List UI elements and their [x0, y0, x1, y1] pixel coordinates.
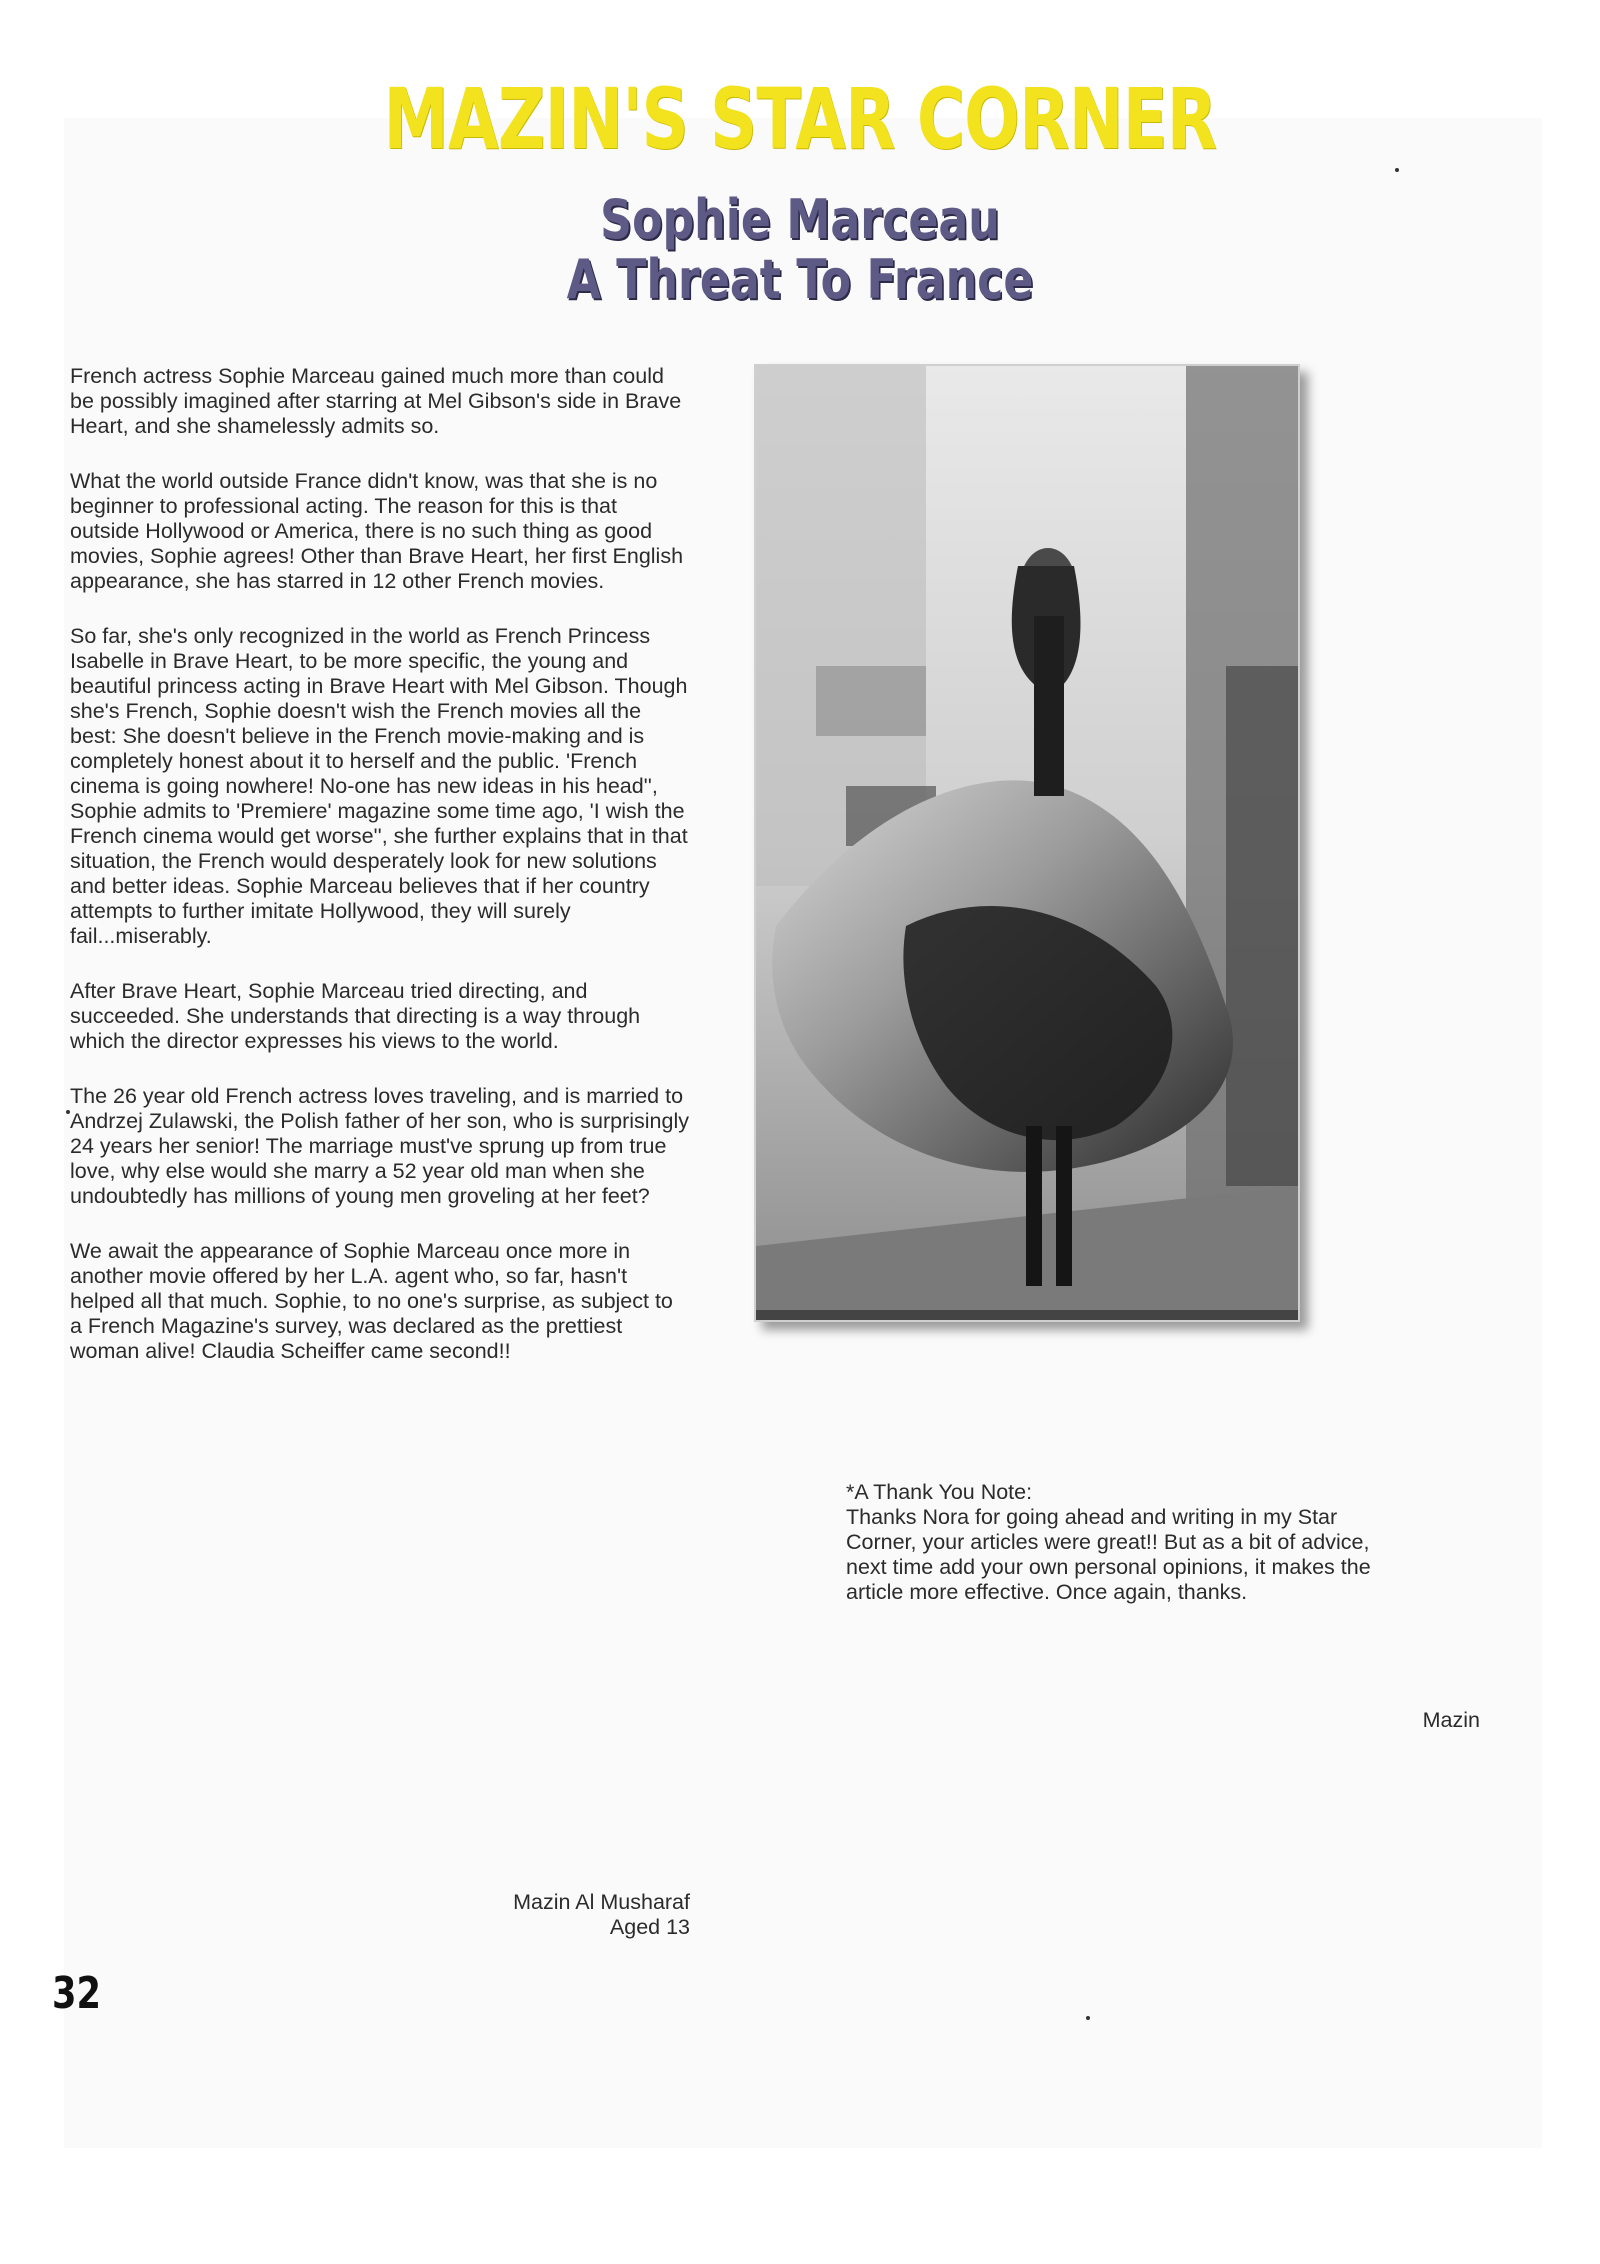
author-name: Mazin Al Musharaf	[513, 1890, 690, 1914]
article-paragraph: We await the appearance of Sophie Marceau once more in another movie offered by her L.A. agent who, so far, hasn't helped all that much. Sophie, to no one's surprise, as subject to a French Magazine's survey, was declared as the prettiest woman alive! Claudia Scheiffer came second!!	[70, 1239, 673, 1363]
article-paragraph: What the world outside France didn't know, was that she is no beginner to professional acting. The reason for this is that outside Hollywood or America, there is no such thing as good movies, Sophie agrees! Other than Brave Heart, her first English appearance, she has starred in 12 other French movies.	[70, 469, 684, 593]
photo-illustration	[756, 366, 1298, 1320]
article-body	[70, 364, 690, 1394]
print-speck	[1395, 168, 1399, 172]
note-signoff: Mazin	[1422, 1708, 1480, 1732]
subtitle-line-1: Sophie Marceau	[600, 188, 1000, 251]
subtitle-line-2: A Threat To France	[566, 248, 1034, 311]
author-age: Aged 13	[609, 1915, 690, 1939]
masthead-title: MAZIN'S STAR CORNER	[383, 70, 1217, 168]
page-number: 32	[52, 1968, 101, 2019]
note-heading: *A Thank You Note:	[846, 1480, 1033, 1504]
print-speck	[66, 1110, 70, 1114]
thank-you-note	[846, 1480, 1406, 1605]
print-speck	[1086, 2016, 1090, 2020]
author-signature	[380, 1890, 690, 1940]
article-photo	[754, 364, 1300, 1322]
note-body: Thanks Nora for going ahead and writing in my Star Corner, your articles were great!! But as a bit of advice, next time add your own personal opinions, it makes the article more effective. Once again, thanks.	[846, 1505, 1371, 1604]
article-paragraph: The 26 year old French actress loves traveling, and is married to Andrzej Zulawski, the Polish father of her son, who is surprisingly 24 years her senior! The marriage must've sprung up from true love, why else would she marry a 52 year old man when she undoubtedly has millions of young men groveling at her feet?	[70, 1084, 689, 1208]
article-paragraph: After Brave Heart, Sophie Marceau tried directing, and succeeded. She understands that directing is a way through which the director expresses his views to the world.	[70, 979, 641, 1053]
article-paragraph: French actress Sophie Marceau gained much more than could be possibly imagined after starring at Mel Gibson's side in Brave Heart, and she shamelessly admits so.	[70, 364, 682, 438]
article-paragraph: So far, she's only recognized in the world as French Princess Isabelle in Brave Heart, to be more specific, the young and beautiful princess acting in Brave Heart with Mel Gibson. Though she's French, Sophie doesn't wish the French movies all the best: She doesn't believe in the French movie-making and is completely honest about it to herself and the public. 'French cinema is going nowhere! No-one has new ideas in his head'', Sophie admits to 'Premiere' magazine some time ago, 'I wish the French cinema would get worse'', she further explains that in that situation, the French would desperately look for new solutions and better ideas. Sophie Marceau believes that if her country attempts to further imitate Hollywood, they will surely fail...miserably.	[70, 624, 688, 948]
article-subtitle	[144, 190, 1456, 310]
